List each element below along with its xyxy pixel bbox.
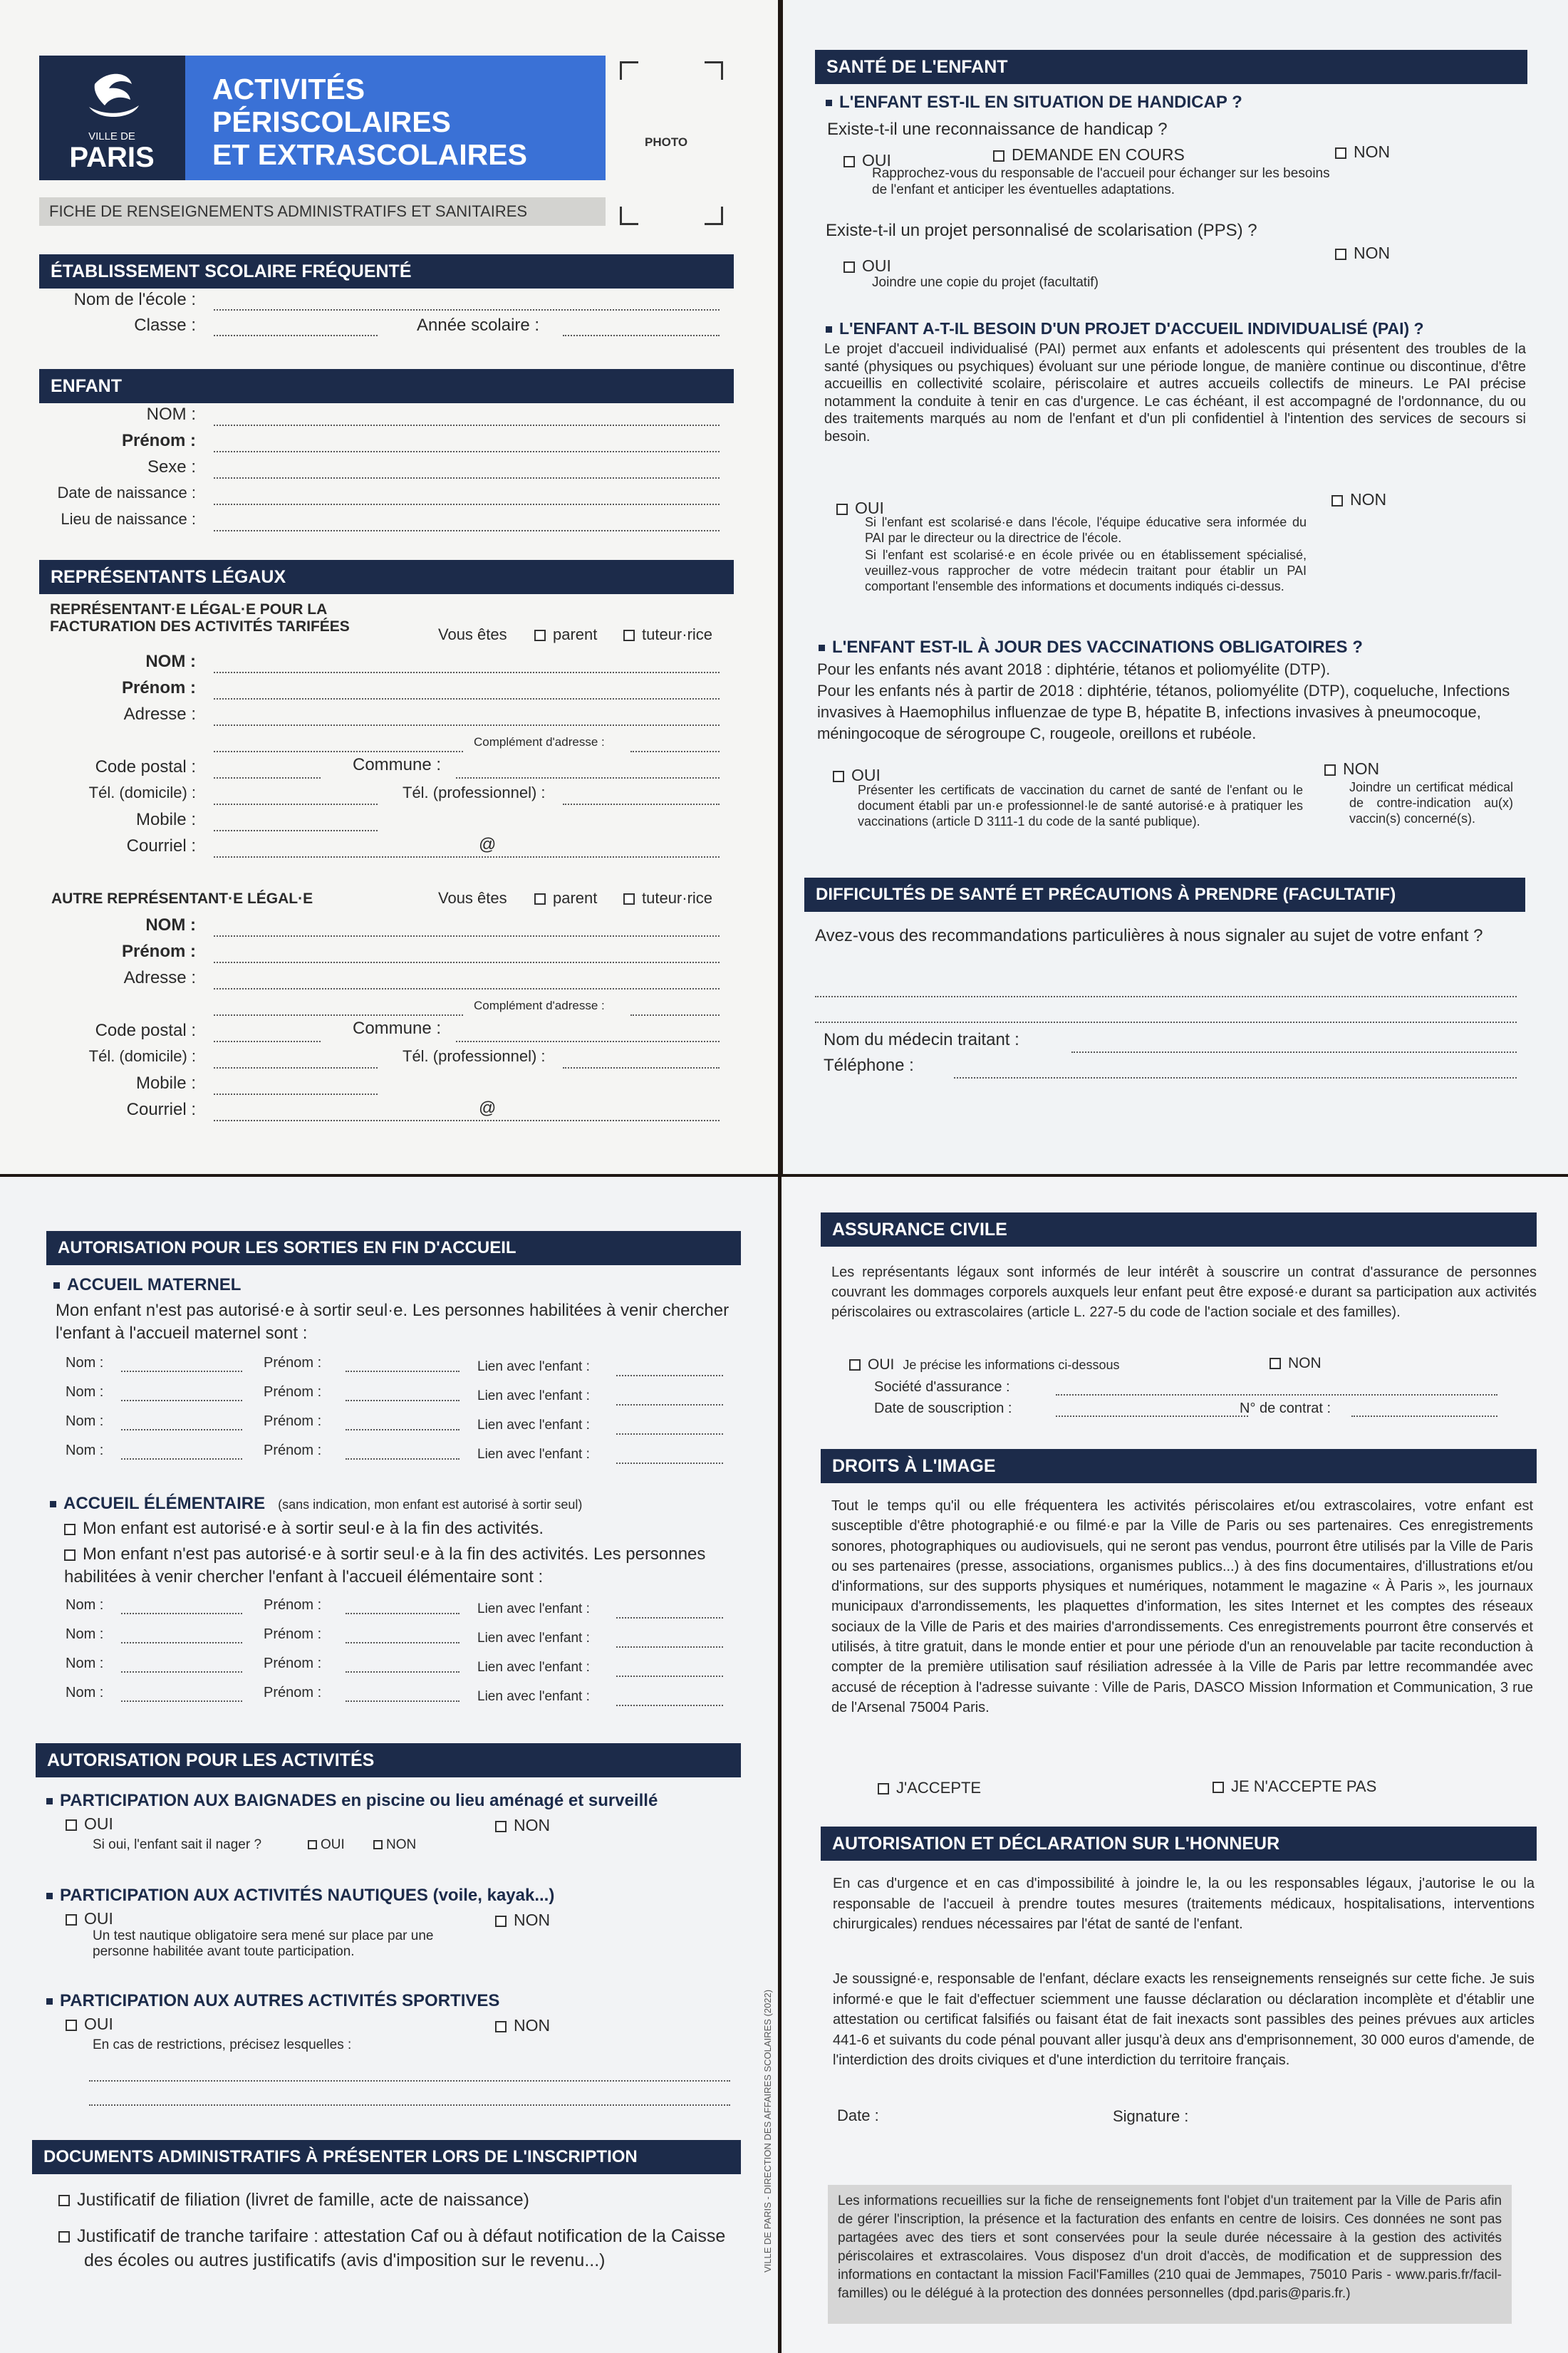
difficultes-line-1[interactable] xyxy=(815,996,1517,997)
section-droits-image: DROITS À L'IMAGE xyxy=(821,1449,1537,1483)
pai-oui-option[interactable]: OUI xyxy=(836,499,884,518)
maternel-person-nom-label: Nom : xyxy=(66,1355,104,1371)
checkbox[interactable] xyxy=(833,771,844,782)
pps-non-option[interactable]: NON xyxy=(1335,244,1390,263)
nautique-oui-option[interactable]: OUI xyxy=(66,1909,113,1928)
contrat-label: N° de contrat : xyxy=(1240,1401,1331,1416)
rep1-tuteur-option[interactable]: tuteur·rice xyxy=(623,625,712,644)
page-assurance-droits xyxy=(782,1177,1568,2353)
elementaire-person-nom-label: Nom : xyxy=(66,1597,104,1613)
checkbox[interactable] xyxy=(66,2020,77,2031)
rep2-courriel-field[interactable] xyxy=(214,1120,720,1121)
elementaire-person-prenom-field[interactable] xyxy=(346,1613,460,1614)
difficultes-line-2[interactable] xyxy=(815,1022,1517,1023)
rep2-complement-field[interactable] xyxy=(630,1014,720,1016)
svg-text:VILLE DE: VILLE DE xyxy=(88,130,135,142)
vacc-line-2: Pour les enfants nés à partir de 2018 : diphtérie, tétanos, poliomyélite (DTP), coqueluche, Infections invasives à Haemophilus influenzae de type B, hépatite B, infections invasives à pneumocoque, méningocoque de sérogroupe C, rougeole, oreillons et rubéole. xyxy=(817,682,1510,742)
checkbox[interactable] xyxy=(1213,1782,1224,1793)
baignade-non-option[interactable]: NON xyxy=(495,1816,550,1835)
ecole-label: Nom de l'école : xyxy=(73,290,196,309)
rep2-commune-field[interactable] xyxy=(456,1041,720,1042)
section-sorties: AUTORISATION POUR LES SORTIES EN FIN D'ACCUEIL xyxy=(46,1231,741,1265)
rep1-telpro-label: Tél. (professionnel) : xyxy=(403,784,546,801)
elementaire-person-prenom-label: Prénom : xyxy=(264,1685,322,1700)
maternel-person-prenom-field[interactable] xyxy=(346,1371,460,1372)
section-enfant: ENFANT xyxy=(39,369,734,403)
rep1-nom-field[interactable] xyxy=(214,672,720,673)
baignade-title: PARTICIPATION AUX BAIGNADES en piscine ou lieu aménagé et surveillé xyxy=(46,1791,658,1811)
checkbox[interactable] xyxy=(534,893,546,905)
pai-note-2: Si l'enfant est scolarisé·e en école privée ou en établissement spécialisé, veuillez-vous rapprocher de votre médecin traitant pour établir un PAI comportant l'ensemble des informations et documents indiqués ci-dessus. xyxy=(865,548,1307,593)
nager-oui-option[interactable]: OUI xyxy=(308,1837,345,1853)
maternel-person-nom-label: Nom : xyxy=(66,1413,104,1429)
rep1-adresse-field-2[interactable] xyxy=(214,751,463,752)
section-etablissement: ÉTABLISSEMENT SCOLAIRE FRÉQUENTÉ xyxy=(39,254,734,289)
elementaire-person-lien-label: Lien avec l'enfant : xyxy=(477,1631,590,1646)
rep2-parent-option[interactable]: parent xyxy=(534,889,597,908)
checkbox[interactable] xyxy=(836,504,848,515)
form-title: ACTIVITÉS PÉRISCOLAIRES ET EXTRASCOLAIRES xyxy=(185,56,606,180)
elementaire-person-nom-field[interactable] xyxy=(121,1700,242,1702)
checkbox[interactable] xyxy=(993,150,1004,162)
elementaire-person-prenom-field[interactable] xyxy=(346,1700,460,1702)
elementaire-person-lien-label: Lien avec l'enfant : xyxy=(477,1689,590,1704)
pai-note-1: Si l'enfant est scolarisé·e dans l'école, l'équipe éducative sera informée du PAI par le directeur ou la directrice de l'école. xyxy=(865,515,1307,545)
honneur-text-2: Je soussigné·e, responsable de l'enfant, déclare exacts les renseignements renseignés sur cette fiche. Je suis informé·e que le fait d'effectuer sciemment une fausse déclaration ou déclaration incomplète et d'établir une attestation ou certificat falsifiés ou faisant état de fait inexacts sont passibles des peines prévues aux articles 441-6 et suivants du code pénal pouvant aller jusqu'à deux ans d'emprisonnement, 30 000 euros d'amende, de l'interdiction des droits civiques et d'une interdiction du territoire français. xyxy=(833,1971,1535,2068)
enfant-prenom-field[interactable] xyxy=(214,451,720,452)
maternel-person-nom-field[interactable] xyxy=(121,1400,242,1401)
rep1-nom-label: NOM : xyxy=(145,652,196,671)
rep2-title: AUTRE REPRÉSENTANT·E LÉGAL·E xyxy=(51,890,313,907)
souscription-field[interactable] xyxy=(1056,1416,1248,1417)
checkbox[interactable] xyxy=(64,1524,76,1535)
contrat-field[interactable] xyxy=(1351,1416,1497,1417)
elementaire-person-lien-field[interactable] xyxy=(616,1705,723,1706)
rep2-adresse-label: Adresse : xyxy=(123,968,196,987)
droits-accepte-option[interactable]: J'ACCEPTE xyxy=(878,1779,981,1797)
checkbox[interactable] xyxy=(623,893,635,905)
checkbox[interactable] xyxy=(373,1840,383,1849)
rep2-commune-label: Commune : xyxy=(353,1019,442,1038)
pps-oui-option[interactable]: OUI xyxy=(843,256,891,276)
maternel-person-lien-field[interactable] xyxy=(616,1404,723,1406)
elementaire-person-lien-label: Lien avec l'enfant : xyxy=(477,1601,590,1616)
rep1-teldom-label: Tél. (domicile) : xyxy=(88,784,196,801)
societe-field[interactable] xyxy=(1056,1394,1497,1396)
section-activites: AUTORISATION POUR LES ACTIVITÉS xyxy=(36,1743,741,1777)
elementaire-title: ACCUEIL ÉLÉMENTAIRE (sans indication, mon enfant est autorisé à sortir seul) xyxy=(50,1494,582,1514)
checkbox[interactable] xyxy=(66,1914,77,1926)
elementaire-person-lien-field[interactable] xyxy=(616,1646,723,1648)
pps-question: Existe-t-il un projet personnalisé de scolarisation (PPS) ? xyxy=(826,221,1257,240)
maternel-person-lien-field[interactable] xyxy=(616,1433,723,1435)
difficultes-question: Avez-vous des recommandations particulières à nous signaler au sujet de votre enfant ? xyxy=(815,926,1483,945)
handicap-demande-option[interactable]: DEMANDE EN COURS xyxy=(993,145,1185,165)
nager-non-option[interactable]: NON xyxy=(373,1837,416,1853)
maternel-person-lien-label: Lien avec l'enfant : xyxy=(477,1359,590,1374)
section-difficultes: DIFFICULTÉS DE SANTÉ ET PRÉCAUTIONS À PRENDRE (FACULTATIF) xyxy=(804,878,1525,912)
rep2-mobile-field[interactable] xyxy=(214,1094,378,1095)
checkbox[interactable] xyxy=(843,156,855,167)
elementaire-person-lien-field[interactable] xyxy=(616,1617,723,1619)
maternel-text: Mon enfant n'est pas autorisé·e à sortir seul·e. Les personnes habilitées à venir chercher l'enfant à l'accueil maternel sont : xyxy=(56,1301,730,1343)
section-assurance: ASSURANCE CIVILE xyxy=(821,1212,1537,1247)
enfant-sexe-field[interactable] xyxy=(214,477,720,479)
rep1-commune-label: Commune : xyxy=(353,755,442,774)
checkbox[interactable] xyxy=(495,2021,507,2032)
ecole-field[interactable] xyxy=(214,309,720,311)
checkbox[interactable] xyxy=(878,1783,889,1794)
checkbox[interactable] xyxy=(66,1819,77,1831)
elementaire-person-prenom-field[interactable] xyxy=(346,1642,460,1643)
rep2-cp-field[interactable] xyxy=(214,1041,321,1042)
elementaire-person-lien-field[interactable] xyxy=(616,1676,723,1677)
section-representants: REPRÉSENTANTS LÉGAUX xyxy=(39,560,734,594)
rep1-adresse-label: Adresse : xyxy=(123,705,196,724)
telephone-field[interactable] xyxy=(954,1077,1517,1079)
maternel-person-prenom-field[interactable] xyxy=(346,1429,460,1430)
doc-filiation[interactable]: Justificatif de filiation (livret de famille, acte de naissance) xyxy=(58,2190,529,2211)
maternel-person-lien-label: Lien avec l'enfant : xyxy=(477,1447,590,1462)
rep2-mobile-label: Mobile : xyxy=(135,1074,196,1093)
date-label: Date : xyxy=(837,2107,879,2124)
rep1-teldom-field[interactable] xyxy=(214,804,378,805)
maternel-person-prenom-label: Prénom : xyxy=(264,1355,322,1371)
maternel-person-nom-field[interactable] xyxy=(121,1371,242,1372)
societe-label: Société d'assurance : xyxy=(874,1379,1010,1395)
rep2-adresse-field-2[interactable] xyxy=(214,1014,463,1016)
form-subtitle: FICHE DE RENSEIGNEMENTS ADMINISTRATIFS ET SANITAIRES xyxy=(39,197,606,226)
vacc-line-1: Pour les enfants nés avant 2018 : diphtérie, tétanos et poliomyélite (DTP). xyxy=(817,660,1331,678)
maternel-title: ACCUEIL MATERNEL xyxy=(53,1275,241,1295)
enfant-lieu-field[interactable] xyxy=(214,530,720,531)
checkbox[interactable] xyxy=(1335,147,1346,159)
elementaire-person-nom-field[interactable] xyxy=(121,1671,242,1673)
nautique-title: PARTICIPATION AUX ACTIVITÉS NAUTIQUES (voile, kayak...) xyxy=(46,1886,554,1906)
checkbox[interactable] xyxy=(1335,249,1346,260)
maternel-person-nom-label: Nom : xyxy=(66,1384,104,1400)
checkbox[interactable] xyxy=(58,2231,70,2243)
rep1-courriel-label: Courriel : xyxy=(126,836,196,856)
assurance-oui-option[interactable]: OUI Je précise les informations ci-dessous xyxy=(849,1356,1119,1373)
checkbox[interactable] xyxy=(849,1359,861,1371)
rep2-adresse-field[interactable] xyxy=(214,988,720,989)
checkbox[interactable] xyxy=(64,1549,76,1561)
section-honneur: AUTORISATION ET DÉCLARATION SUR L'HONNEUR xyxy=(821,1827,1537,1861)
sport-title: PARTICIPATION AUX AUTRES ACTIVITÉS SPORTIVES xyxy=(46,1991,499,2011)
elementaire-person-nom-field[interactable] xyxy=(121,1642,242,1643)
maternel-person-prenom-label: Prénom : xyxy=(264,1384,322,1400)
rep1-mobile-field[interactable] xyxy=(214,830,378,831)
checkbox[interactable] xyxy=(58,2195,70,2206)
pps-note: Joindre une copie du projet (facultatif) xyxy=(872,275,1099,290)
elementaire-opt-1[interactable]: Mon enfant est autorisé·e à sortir seul·e à la fin des activités. xyxy=(64,1519,544,1539)
enfant-naissance-field[interactable] xyxy=(214,504,720,505)
assurance-text: Les représentants légaux sont informés de leur intérêt à souscrire un contrat d'assurance de personnes couvrant les dommages corporels auxquels leur enfant peut être exposé·e durant sa participation aux activités périscolaires ou extrascolaires (article L. 227-5 du code de l'action sociale et des familles). xyxy=(831,1264,1537,1320)
rep1-adresse-field[interactable] xyxy=(214,724,720,726)
section-sante: SANTÉ DE L'ENFANT xyxy=(815,50,1527,84)
sport-note: En cas de restrictions, précisez lesquelles : xyxy=(93,2037,352,2052)
rep2-vous-label: Vous êtes xyxy=(438,889,507,907)
elementaire-person-prenom-label: Prénom : xyxy=(264,1597,322,1613)
photo-label: PHOTO xyxy=(645,135,688,149)
maternel-person-prenom-field[interactable] xyxy=(346,1458,460,1460)
rep2-telpro-field[interactable] xyxy=(563,1067,720,1069)
sport-oui-option[interactable]: OUI xyxy=(66,2015,113,2034)
page-autorisations xyxy=(0,1177,778,2353)
handicap-note: Rapprochez-vous du responsable de l'accueil pour échanger sur les besoins de l'enfant et anticiper les éventuelles adaptations. xyxy=(872,166,1330,197)
checkbox[interactable] xyxy=(843,261,855,273)
maternel-person-prenom-field[interactable] xyxy=(346,1400,460,1401)
maternel-person-nom-label: Nom : xyxy=(66,1443,104,1458)
handicap-question: L'ENFANT EST-IL EN SITUATION DE HANDICAP ? xyxy=(826,93,1242,113)
enfant-lieu-label: Lieu de naissance : xyxy=(61,510,196,528)
rep1-complement-field[interactable] xyxy=(630,751,720,752)
vacc-question: L'ENFANT EST-IL À JOUR DES VACCINATIONS OBLIGATOIRES ? xyxy=(819,638,1363,658)
maternel-person-lien-field[interactable] xyxy=(616,1463,723,1464)
elementaire-person-lien-label: Lien avec l'enfant : xyxy=(477,1660,590,1675)
checkbox[interactable] xyxy=(308,1840,317,1849)
rep2-nom-label: NOM : xyxy=(145,915,196,935)
rep1-cp-field[interactable] xyxy=(214,777,321,779)
maternel-person-lien-label: Lien avec l'enfant : xyxy=(477,1388,590,1403)
rep2-prenom-field[interactable] xyxy=(214,962,720,963)
enfant-naissance-label: Date de naissance : xyxy=(57,484,196,502)
rep2-nom-field[interactable] xyxy=(214,935,720,937)
rep1-parent-option[interactable]: parent xyxy=(534,625,597,644)
droits-refuse-option[interactable]: JE N'ACCEPTE PAS xyxy=(1213,1777,1376,1796)
rep2-at-sign: @ xyxy=(479,1098,497,1118)
medecin-label: Nom du médecin traitant : xyxy=(824,1030,1019,1049)
checkbox[interactable] xyxy=(1324,764,1336,776)
signature-label: Signature : xyxy=(1113,2107,1189,2125)
assurance-non-option[interactable]: NON xyxy=(1270,1355,1322,1372)
sport-non-option[interactable]: NON xyxy=(495,2016,550,2035)
rep1-prenom-field[interactable] xyxy=(214,698,720,700)
maternel-person-lien-field[interactable] xyxy=(616,1375,723,1376)
classe-label: Classe : xyxy=(134,316,196,335)
vacc-oui-note: Présenter les certificats de vaccination du carnet de santé de l'enfant ou le document établi par un·e professionnel·le de santé autorisé·e à pratiquer les vaccinations (article D 3111-1 du code de la santé publique). xyxy=(858,783,1303,829)
rep1-cp-label: Code postal : xyxy=(95,757,196,776)
rep1-prenom-label: Prénom : xyxy=(121,678,196,697)
maternel-person-nom-field[interactable] xyxy=(121,1458,242,1460)
nautique-non-option[interactable]: NON xyxy=(495,1911,550,1930)
enfant-nom-label: NOM : xyxy=(146,405,196,424)
section-documents: DOCUMENTS ADMINISTRATIFS À PRÉSENTER LORS DE L'INSCRIPTION xyxy=(32,2140,741,2174)
handicap-sub: Existe-t-il une reconnaissance de handicap ? xyxy=(827,120,1168,139)
droits-text: Tout le temps qu'il ou elle fréquentera les activités périscolaires et/ou extrascolaires, votre enfant est susceptible d'être photographié·e ou filmé·e par la Ville de Paris ou ses partenaires. Ces enregistrements sonores, photographiques ou audiovisuels, qui ne seront pas vendus, pourront être utilisés par la Ville de Paris ou ses partenaires (presse, associations, organismes publics...) à des fins documentaires, d'illustrations et/ou d'informations, sur des supports physiques et numériques, notamment le magazine « À Paris », les journaux municipaux d'arrondissements, les plaquettes d'information, les sites Internet et les comptes des réseaux sociaux de la Ville de Paris et des mairies d'arrondissements. Ces enregistrements pourront être conservés et utilisés, à titre gratuit, dans le monde entier et pour une période d'un an renouvelable par tacite reconduction à compter de la première utilisation sauf résiliation adressée à la Ville de Paris par lettre recommandée avec accusé de réception à l'adresse suivante : Ville de Paris, DASCO Mission Information et Communication, 3 rue de l'Arsenal 75004 Paris. xyxy=(831,1498,1533,1715)
elementaire-person-nom-label: Nom : xyxy=(66,1656,104,1671)
rep1-at-sign: @ xyxy=(479,835,497,854)
vacc-non-option[interactable]: NON xyxy=(1324,759,1379,779)
rep2-complement-label: Complément d'adresse : xyxy=(474,999,605,1012)
souscription-label: Date de souscription : xyxy=(874,1401,1012,1416)
page-sante xyxy=(783,0,1568,1174)
elementaire-person-nom-label: Nom : xyxy=(66,1685,104,1700)
pai-non-option[interactable]: NON xyxy=(1331,490,1386,509)
annee-label: Année scolaire : xyxy=(417,316,540,335)
rep1-complement-label: Complément d'adresse : xyxy=(474,735,605,749)
maternel-person-lien-label: Lien avec l'enfant : xyxy=(477,1418,590,1433)
checkbox[interactable] xyxy=(1270,1358,1281,1369)
rep1-courriel-field[interactable] xyxy=(214,856,720,858)
rgpd-info-box: Les informations recueillies sur la fiche de renseignements font l'objet d'un traitement par la Ville de Paris afin de gérer l'inscription, la présence et la facturation des enfants en centre de loisirs. Ces données ne sont pas partagées avec des tiers et sont conservées pour la seule durée nécessaire à la gestion des activités périscolaires et extrascolaires. Vous disposez d'un droit d'accès, de modification et de suppression des informations en contactant la mission Facil'Familles (210 quai de Jemmapes, 75010 Paris - www.paris.fr/facil-familles) ou le délégué à la protection des données personnelles (dpd.paris@paris.fr.) xyxy=(828,2185,1512,2324)
sport-restriction-line-2[interactable] xyxy=(89,2104,730,2106)
nautique-note: Un test nautique obligatoire sera mené sur place par une personne habilitée avant toute participation. xyxy=(93,1928,434,1959)
rep2-telpro-label: Tél. (professionnel) : xyxy=(403,1047,546,1065)
rep2-tuteur-option[interactable]: tuteur·rice xyxy=(623,889,712,908)
baignade-nager-label: Si oui, l'enfant sait il nager ? xyxy=(93,1837,262,1852)
elementaire-person-prenom-field[interactable] xyxy=(346,1671,460,1673)
medecin-field[interactable] xyxy=(1071,1051,1517,1053)
checkbox[interactable] xyxy=(495,1821,507,1832)
pai-question: L'ENFANT A-T-IL BESOIN D'UN PROJET D'ACCUEIL INDIVIDUALISÉ (PAI) ? xyxy=(826,319,1424,338)
maternel-person-prenom-label: Prénom : xyxy=(264,1413,322,1429)
rep1-vous-label: Vous êtes xyxy=(438,625,507,643)
rep1-commune-field[interactable] xyxy=(456,777,720,779)
page-identification xyxy=(0,0,778,1174)
enfant-nom-field[interactable] xyxy=(214,425,720,426)
elementaire-person-nom-label: Nom : xyxy=(66,1626,104,1642)
telephone-label: Téléphone : xyxy=(824,1056,914,1075)
rep1-title-2: FACTURATION DES ACTIVITÉS TARIFÉES xyxy=(50,618,350,635)
vacc-non-note: Joindre un certificat médical de contre-indication au(x) vaccin(s) concerné(s). xyxy=(1349,780,1513,826)
rep2-teldom-field[interactable] xyxy=(214,1067,378,1069)
rep1-telpro-field[interactable] xyxy=(563,804,720,805)
elementaire-person-prenom-label: Prénom : xyxy=(264,1626,322,1642)
checkbox[interactable] xyxy=(495,1916,507,1927)
rep2-teldom-label: Tél. (domicile) : xyxy=(88,1047,196,1065)
checkbox[interactable] xyxy=(623,630,635,641)
baignade-oui-option[interactable]: OUI xyxy=(66,1814,113,1834)
handicap-non-option[interactable]: NON xyxy=(1335,142,1390,162)
checkbox[interactable] xyxy=(1331,495,1343,507)
vertical-credit: VILLE DE PARIS - DIRECTION DES AFFAIRES SCOLAIRES (2022) xyxy=(762,1989,773,2273)
doc-tranche[interactable]: Justificatif de tranche tarifaire : attestation Caf ou à défaut notification de la Caisse des écoles ou autres justificatifs (avis d'imposition sur le revenu...) xyxy=(58,2224,742,2273)
paris-logo xyxy=(39,56,185,180)
svg-text:PARIS: PARIS xyxy=(69,142,155,173)
rep2-cp-label: Code postal : xyxy=(95,1021,196,1040)
sport-restriction-line-1[interactable] xyxy=(89,2080,730,2082)
rep2-courriel-label: Courriel : xyxy=(126,1100,196,1119)
maternel-person-nom-field[interactable] xyxy=(121,1429,242,1430)
honneur-text-1: En cas d'urgence et en cas d'impossibilité à joindre le, la ou les responsables légaux, j'autorise le ou la responsable de l'accueil à prendre toutes mesures (traitements médicaux, hospitalisations, interventions chirurgicales) rendues nécessaires par l'état de santé de l'enfant. xyxy=(833,1876,1535,1932)
rep2-prenom-label: Prénom : xyxy=(121,942,196,961)
enfant-prenom-label: Prénom : xyxy=(121,431,196,450)
handicap-oui-option[interactable]: OUI xyxy=(843,151,891,170)
rep1-title-1: REPRÉSENTANT·E LÉGAL·E POUR LA xyxy=(50,601,328,618)
annee-field[interactable] xyxy=(563,335,720,336)
enfant-sexe-label: Sexe : xyxy=(147,457,196,477)
pai-text: Le projet d'accueil individualisé (PAI) permet aux enfants et adolescents qui présentent des troubles de la santé (physiques ou psychiques) évoluant sur une période longue, de manière continue ou discontinue, d'être accueillis en collectivité scolaire, périscolaire et autres accueils collectifs de mineurs. Le PAI précise notamment la conduite à tenir en cas d'urgence. Le cas échéant, il est accompagné de l'ordonnance, du ou des traitements marqués au nom de l'enfant et d'un pli confidentiel à l'intention des services de secours si besoin. xyxy=(824,341,1526,445)
paris-ship-icon xyxy=(39,56,185,180)
checkbox[interactable] xyxy=(534,630,546,641)
rep1-mobile-label: Mobile : xyxy=(135,810,196,829)
maternel-person-prenom-label: Prénom : xyxy=(264,1443,322,1458)
elementaire-person-nom-field[interactable] xyxy=(121,1613,242,1614)
elementaire-person-prenom-label: Prénom : xyxy=(264,1656,322,1671)
classe-field[interactable] xyxy=(214,335,378,336)
vacc-oui-option[interactable]: OUI xyxy=(833,766,881,785)
elementaire-opt-2[interactable]: Mon enfant n'est pas autorisé·e à sortir seul·e à la fin des activités. Les personnes habilitées à venir chercher l'enfant à l'accueil élémentaire sont : xyxy=(64,1544,706,1586)
